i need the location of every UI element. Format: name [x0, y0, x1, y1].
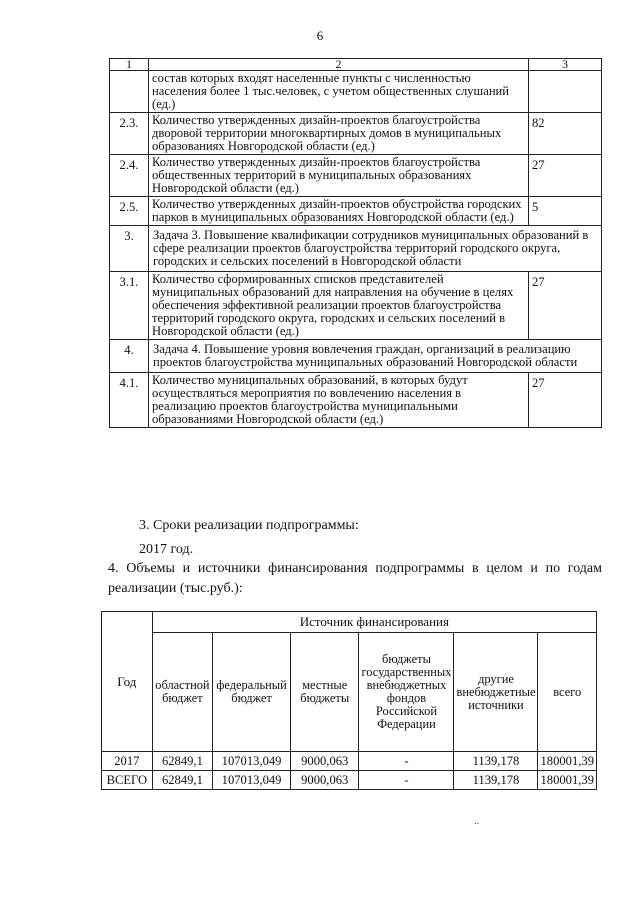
- col-local-budgets: местные бюджеты: [291, 633, 359, 752]
- page-number: 6: [316, 28, 324, 43]
- row-number: [110, 71, 149, 113]
- header-col-2: 2: [149, 59, 529, 71]
- table-row: [110, 272, 602, 340]
- table-row: [110, 71, 602, 113]
- col-other-sources: другие внебюджетные источники: [454, 633, 538, 752]
- row-value: [529, 71, 602, 113]
- row-number: 2.5.: [110, 197, 149, 226]
- tasks-table: [109, 58, 602, 428]
- row-text: Количество утвержденных дизайн-проектов благоустройства общественных территорий в муниципальных образованиях Новгородской области (ед.): [149, 155, 529, 197]
- cell-regional: 62849,1: [152, 771, 212, 790]
- row-text: Количество муниципальных образований, в которых будут осуществляться мероприятия по вовлечению населения в реализацию проектов благоустройства муниципальными образованиями Новгородской области (ед.): [149, 373, 529, 428]
- row-value: 27: [529, 373, 602, 428]
- cell-local: 9000,063: [291, 752, 359, 771]
- task-row: [110, 226, 602, 272]
- cell-other: 1139,178: [454, 771, 538, 790]
- task-number: 4.: [110, 340, 149, 373]
- row-value: 27: [529, 272, 602, 340]
- funding-table: [101, 611, 597, 790]
- cell-regional: 62849,1: [152, 752, 212, 771]
- cell-extrabudgetary: -: [359, 752, 454, 771]
- table-row: [110, 113, 602, 155]
- row-number: 4.1.: [110, 373, 149, 428]
- row-text: Количество сформированных списков представителей муниципальных образований для направления на обучение в целях обеспечения эффективной реализации проектов благоустройства территорий городского округа, городских и сельских поселений в Новгородской области (ед.): [149, 272, 529, 340]
- col-regional-budget: областной бюджет: [152, 633, 212, 752]
- funding-columns-row: [102, 633, 597, 752]
- cell-total: 180001,39: [538, 771, 597, 790]
- cell-local: 9000,063: [291, 771, 359, 790]
- tasks-table-header: [110, 59, 602, 71]
- col-federal-budget: федеральный бюджет: [213, 633, 291, 752]
- table-row: [110, 155, 602, 197]
- col-total: всего: [538, 633, 597, 752]
- section4-heading: 4. Объемы и источники финансирования подпрограммы в целом и по годам реализации (тыс.руб.):: [108, 561, 602, 596]
- table-row: [102, 771, 597, 790]
- task-number: 3.: [110, 226, 149, 272]
- row-text: Количество утвержденных дизайн-проектов обустройства городских парков в муниципальных образованиях Новгородской области (ед.): [149, 197, 529, 226]
- table-row: [110, 197, 602, 226]
- row-value: 5: [529, 197, 602, 226]
- row-value: 82: [529, 113, 602, 155]
- cell-extrabudgetary: -: [359, 771, 454, 790]
- funding-header-row: [102, 612, 597, 633]
- row-value: 27: [529, 155, 602, 197]
- section3-heading: 3. Сроки реализации подпрограммы:: [139, 518, 359, 533]
- col-extrabudgetary-funds: бюджеты государственных внебюджетных фондов Российской Федерации: [359, 633, 454, 752]
- header-col-3: 3: [529, 59, 602, 71]
- task-row: [110, 340, 602, 373]
- header-col-1: 1: [110, 59, 149, 71]
- cell-total: 180001,39: [538, 752, 597, 771]
- cell-other: 1139,178: [454, 752, 538, 771]
- table-row: [110, 373, 602, 428]
- task-text: Задача 3. Повышение квалификации сотрудников муниципальных образований в сфере реализации проектов благоустройства территорий городского округа, городских и сельских поселений в Новгородской области: [149, 226, 602, 272]
- row-number: 2.3.: [110, 113, 149, 155]
- section3-value: 2017 год.: [139, 542, 194, 557]
- table-row: [102, 752, 597, 771]
- row-text: состав которых входят населенные пункты с численностью населения более 1 тыс.человек, с учетом общественных слушаний (ед.): [149, 71, 529, 113]
- cell-federal: 107013,049: [213, 771, 291, 790]
- row-year: ВСЕГО: [102, 771, 153, 790]
- source-header: Источник финансирования: [152, 612, 596, 633]
- cell-federal: 107013,049: [213, 752, 291, 771]
- row-text: Количество утвержденных дизайн-проектов благоустройства дворовой территории многоквартирных домов в муниципальных образованиях Новгородской области (ед.): [149, 113, 529, 155]
- row-number: 2.4.: [110, 155, 149, 197]
- footer-mark: ..: [474, 815, 480, 827]
- year-header: Год: [102, 612, 153, 752]
- row-year: 2017: [102, 752, 153, 771]
- task-text: Задача 4. Повышение уровня вовлечения граждан, организаций в реализацию проектов благоустройства муниципальных образований Новгородской области: [149, 340, 602, 373]
- row-number: 3.1.: [110, 272, 149, 340]
